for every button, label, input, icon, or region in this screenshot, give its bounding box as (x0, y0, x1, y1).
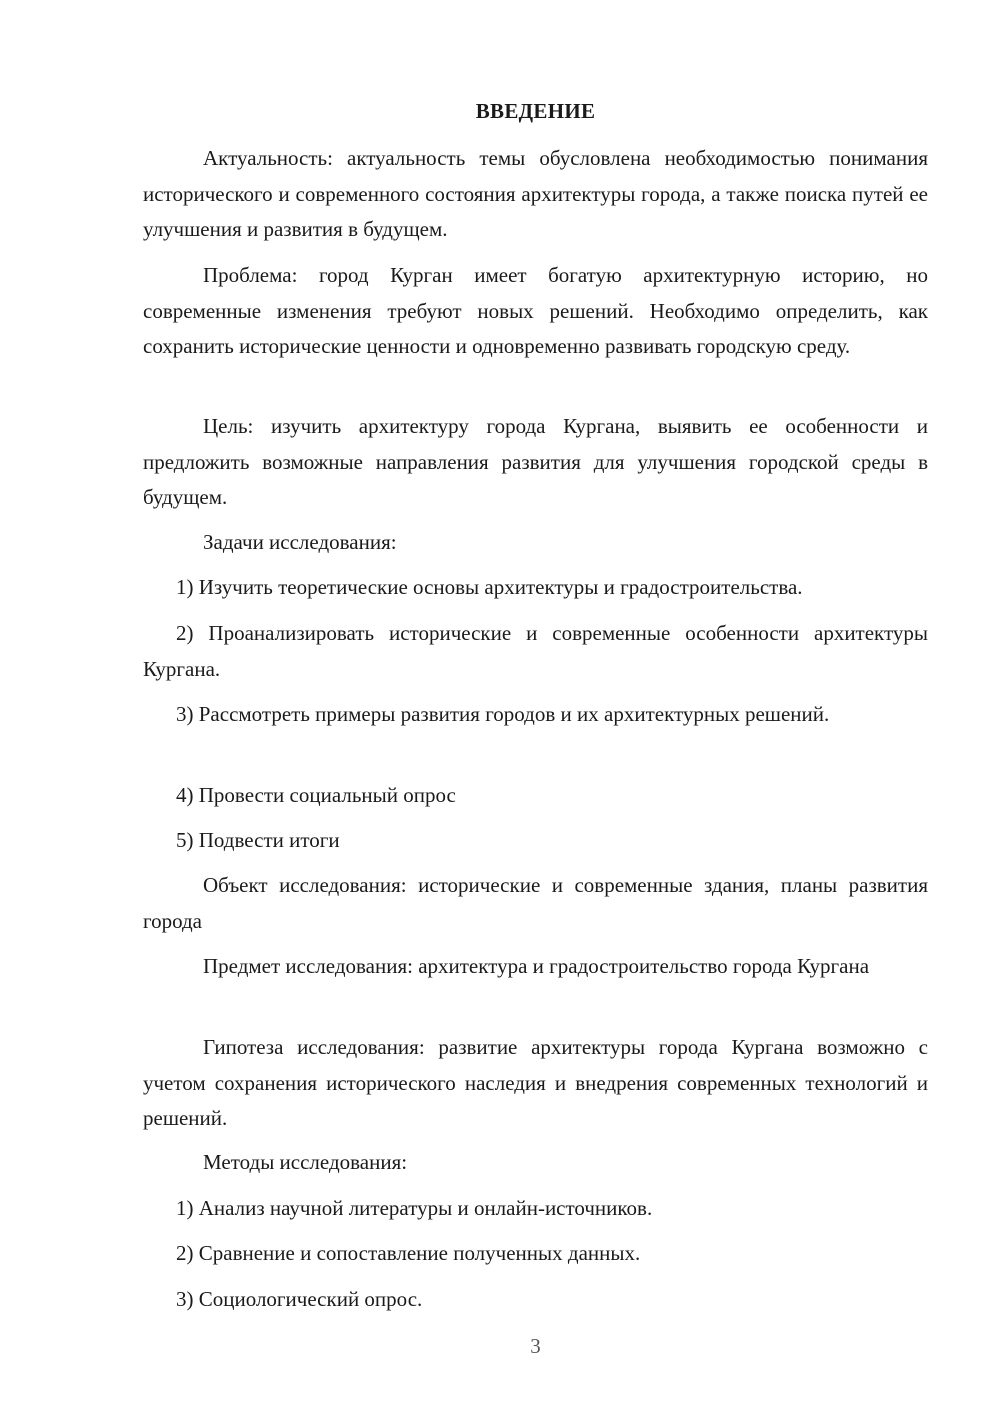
method-item-2: 2) Сравнение и сопоставление полученных данных. (176, 1241, 641, 1265)
document-page (143, 0, 928, 1414)
method-item-1: 1) Анализ научной литературы и онлайн-источников. (176, 1196, 653, 1220)
problem-paragraph: Проблема: город Курган имеет богатую архитектурную историю, но современные изменения требуют новых решений. Необходимо определить, как сохранить исторические ценности и одновременно развивать городскую среду. (143, 263, 928, 358)
relevance-paragraph: Актуальность: актуальность темы обусловлена необходимостью понимания исторического и современного состояния архитектуры города, а также поиска путей ее улучшения и развития в будущем. (143, 146, 928, 241)
task-item-2: 2) Проанализировать исторические и современные особенности архитектуры Кургана. (143, 621, 928, 681)
page-number: 3 (530, 1334, 541, 1358)
hypothesis-paragraph: Гипотеза исследования: развитие архитектуры города Кургана возможно с учетом сохранения исторического наследия и внедрения современных технологий и решений. (143, 1035, 928, 1130)
task-item-1: 1) Изучить теоретические основы архитектуры и градостроительства. (176, 575, 803, 599)
method-item-3: 3) Социологический опрос. (176, 1287, 423, 1311)
methods-heading: Методы исследования: (203, 1150, 408, 1174)
tasks-heading: Задачи исследования: (203, 530, 397, 554)
subject-paragraph: Предмет исследования: архитектура и градостроительство города Кургана (203, 954, 870, 978)
task-item-5: 5) Подвести итоги (176, 828, 340, 852)
task-item-3: 3) Рассмотреть примеры развития городов и их архитектурных решений. (176, 702, 830, 726)
task-item-4: 4) Провести социальный опрос (176, 783, 456, 807)
object-paragraph: Объект исследования: исторические и современные здания, планы развития города (143, 873, 928, 933)
goal-paragraph: Цель: изучить архитектуру города Кургана, выявить ее особенности и предложить возможные направления развития для улучшения городской среды в будущем. (143, 414, 928, 509)
page-title: ВВЕДЕНИЕ (475, 99, 596, 123)
